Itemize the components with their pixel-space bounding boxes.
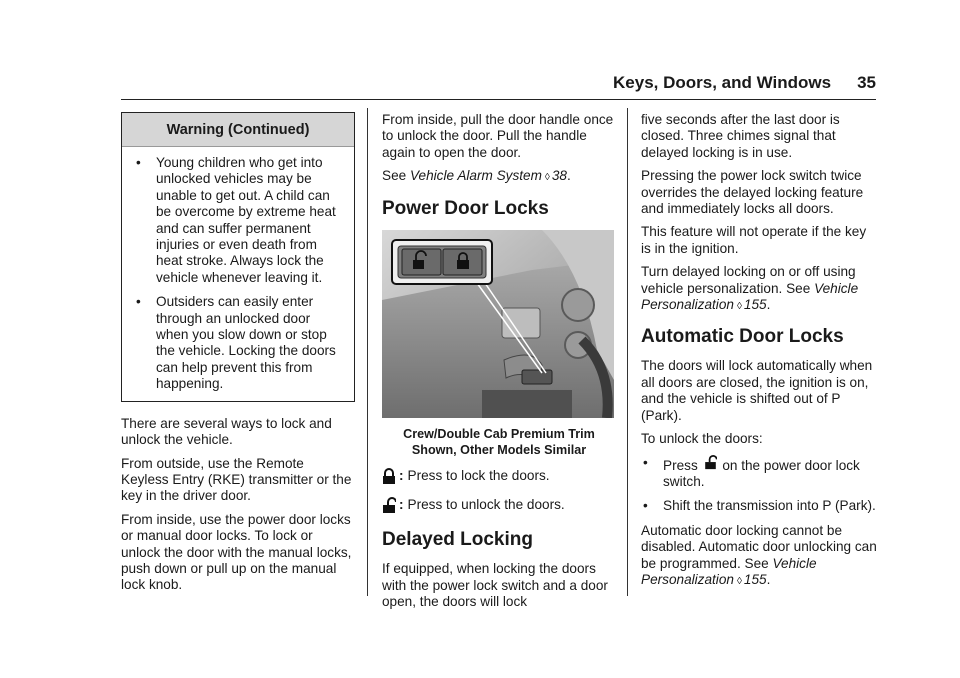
bullet-icon: •	[136, 155, 141, 170]
lock-text: Press to lock the doors.	[407, 467, 550, 483]
text: Turn delayed locking on or off using vehicle personalization. See	[641, 264, 856, 296]
photo-caption	[382, 426, 616, 458]
page-ref-icon: ◊	[544, 172, 550, 184]
lock-description	[382, 468, 616, 489]
paragraph: From inside, use the power door locks or manual door locks. To lock or unlock the door with the manual locks, push down or pull up on the manual lock knob.	[121, 511, 352, 593]
colon: :	[399, 497, 404, 513]
door-panel-illustration	[382, 230, 614, 418]
bullet-text: Shift the transmission into P (Park).	[663, 498, 876, 514]
unlock-description	[382, 497, 616, 518]
page-ref-number[interactable]: 155	[743, 297, 767, 313]
warning-title: Warning (Continued)	[122, 113, 354, 147]
instruction-bullet	[641, 498, 877, 514]
vehicle-alarm-link[interactable]: Vehicle Alarm System	[409, 168, 542, 184]
warning-bullet	[134, 294, 344, 392]
paragraph: five seconds after the last door is closed. Three chimes signal that delayed locking is in use.	[641, 112, 840, 160]
bullet-icon: •	[136, 294, 141, 310]
unlock-text: Press to unlock the doors.	[407, 497, 565, 513]
heading-automatic-door-locks: Automatic Door Locks	[641, 326, 844, 348]
column-divider	[367, 108, 368, 596]
punctuation: .	[766, 571, 771, 587]
punctuation: .	[567, 168, 571, 184]
vehicle-personalization-link[interactable]: Vehicle Personalization	[641, 555, 817, 587]
see-prefix: See	[382, 168, 410, 184]
warning-bullet-text: Young children who get into unlocked vehicles may be unable to get out. A child can be overcome by extreme heat and can suffer permanent injuries or even death from heat stroke. Always lock the vehicle whenever leaving it.	[156, 155, 336, 285]
colon: :	[399, 467, 404, 483]
paragraph: Pressing the power lock switch twice overrides the delayed locking feature and immediately locks all doors.	[641, 168, 864, 217]
programming-reference	[641, 523, 877, 591]
paragraph: From outside, use the Remote Keyless Entry (RKE) transmitter or the key in the driver door.	[121, 455, 352, 504]
caption-line: Crew/Double Cab Premium Trim	[403, 426, 595, 441]
paragraph: From inside, pull the door handle once to unlock the door. Pull the handle again to open the door.	[382, 112, 614, 160]
personalization-reference	[641, 264, 877, 315]
column-divider	[627, 108, 628, 596]
paragraph: To unlock the doors:	[641, 431, 763, 447]
paragraph: The doors will lock automatically when all doors are closed, the ignition is on, and the vehicle is shifted out of P (Park).	[641, 358, 873, 423]
see-reference	[382, 168, 616, 186]
column-3	[641, 112, 877, 597]
column-2	[382, 112, 616, 618]
warning-body	[122, 147, 354, 401]
unlock-icon	[704, 455, 717, 474]
page-ref-icon: ◊	[736, 301, 742, 313]
power-door-lock-photo	[382, 230, 614, 418]
bullet-icon: •	[643, 498, 648, 514]
heading-power-door-locks: Power Door Locks	[382, 197, 549, 219]
heading-delayed-locking: Delayed Locking	[382, 529, 533, 551]
bullet-icon: •	[643, 454, 648, 470]
bullet-suffix: on the power door lock switch.	[663, 457, 860, 489]
punctuation: .	[766, 297, 771, 313]
bullet-prefix: Press	[663, 457, 698, 473]
text: Automatic door locking cannot be disabled. Automatic door unlocking can be programmed. See	[641, 522, 877, 571]
header-text	[613, 73, 876, 93]
page-ref-number[interactable]: 38	[551, 168, 567, 184]
lock-icon	[382, 468, 396, 489]
section-title: Keys, Doors, and Windows	[613, 73, 832, 92]
warning-bullet	[134, 155, 344, 286]
paragraph: This feature will not operate if the key is in the ignition.	[641, 224, 867, 256]
page-header	[121, 72, 876, 100]
paragraph: If equipped, when locking the doors with the power lock switch and a door open, the doors will lock	[382, 561, 608, 610]
page-ref-number[interactable]: 155	[743, 571, 767, 587]
page-number: 35	[857, 73, 876, 92]
page-ref-icon: ◊	[736, 575, 742, 587]
instruction-bullet	[641, 455, 877, 491]
caption-line: Shown, Other Models Similar	[411, 442, 587, 457]
column-1	[121, 112, 355, 601]
unlock-icon	[382, 497, 396, 518]
warning-box	[121, 112, 355, 402]
warning-bullet-text: Outsiders can easily enter through an unlocked door when you slow down or stop the vehicle. Locking the doors can help prevent this from happening.	[156, 294, 336, 392]
paragraph: There are several ways to lock and unlock the vehicle.	[121, 415, 332, 448]
vehicle-personalization-link[interactable]: Vehicle Personalization	[641, 280, 859, 313]
